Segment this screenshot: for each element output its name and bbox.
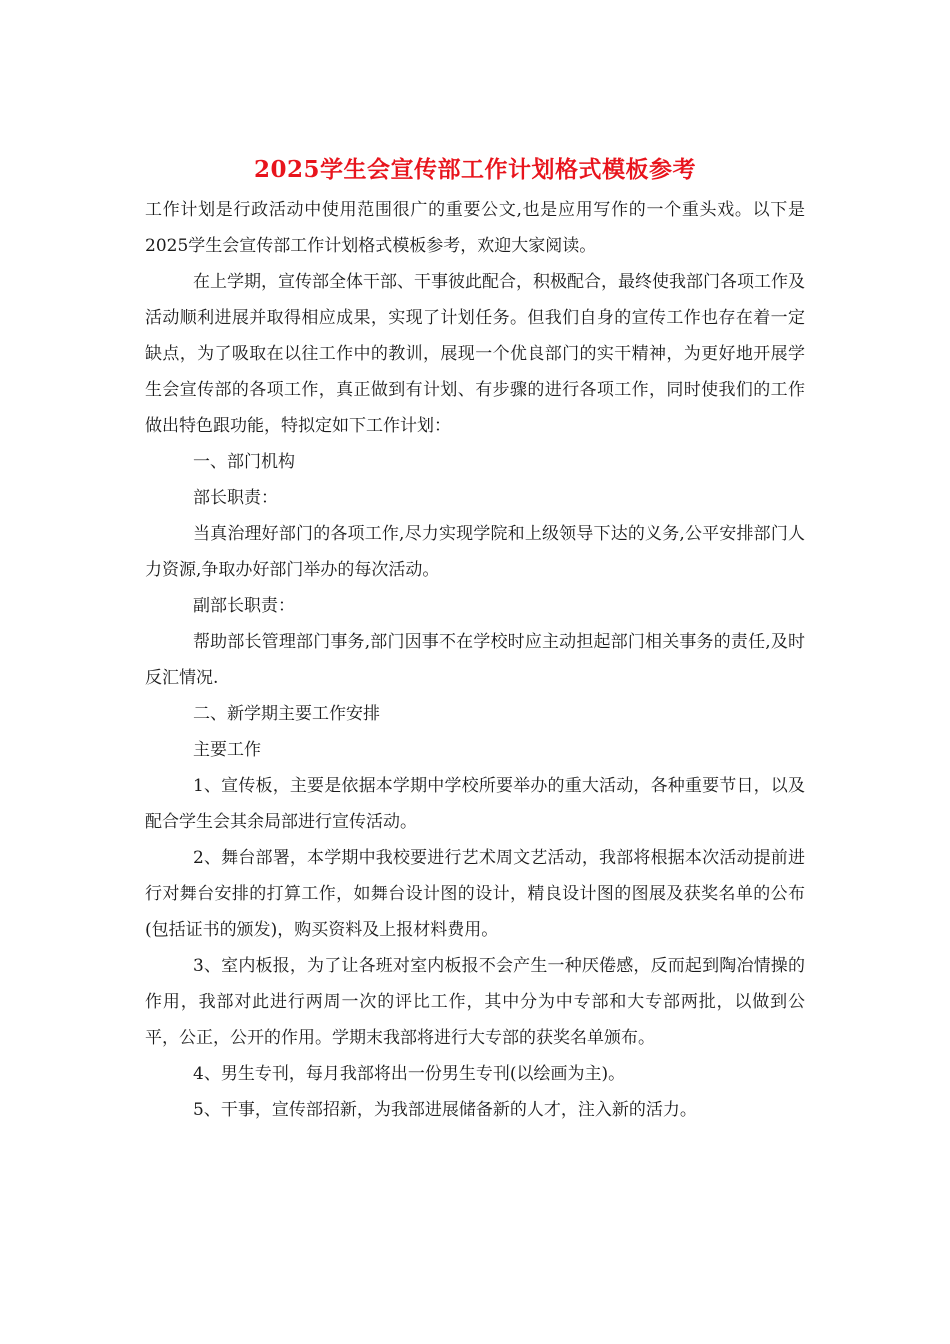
body-paragraph: 在上学期，宣传部全体干部、干事彼此配合，积极配合，最终使我部门各项工作及活动顺利进展并取得相应成果，实现了计划任务。但我们自身的宣传工作也存在着一定缺点，为了吸取在以往工作中的教训，展现一个优良部门的实干精神，为更好地开展学生会宣传部的各项工作，真正做到有计划、有步骤的进行各项工作，同时使我们的工作做出特色跟功能，特拟定如下工作计划： (145, 272, 805, 436)
document-title: 2025学生会宣传部工作计划格式模板参考 (253, 156, 696, 183)
list-item: 4、男生专刊，每月我部将出一份男生专刊(以绘画为主)。 (193, 1064, 626, 1084)
document-page (145, 150, 805, 1128)
subsection-label: 副部长职责： (193, 596, 295, 616)
list-item: 3、室内板报，为了让各班对室内板报不会产生一种厌倦感，反而起到陶冶情操的作用，我部对此进行两周一次的评比工作，其中分为中专部和大专部两批，以做到公平，公正，公开的作用。学期末我部将进行大专部的获奖名单颁布。 (145, 956, 805, 1048)
body-paragraph: 帮助部长管理部门事务,部门因事不在学校时应主动担起部门相关事务的责任,及时反汇情况. (145, 632, 805, 688)
subsection-label: 主要工作 (193, 740, 261, 760)
section-heading: 一、部门机构 (193, 452, 295, 472)
section-heading: 二、新学期主要工作安排 (193, 704, 380, 724)
list-item: 5、干事，宣传部招新，为我部进展储备新的人才，注入新的活力。 (193, 1100, 697, 1120)
intro-paragraph: 工作计划是行政活动中使用范围很广的重要公文,也是应用写作的一个重头戏。以下是2025学生会宣传部工作计划格式模板参考，欢迎大家阅读。 (145, 200, 805, 256)
list-item: 2、舞台部署，本学期中我校要进行艺术周文艺活动，我部将根据本次活动提前进行对舞台安排的打算工作，如舞台设计图的设计，精良设计图的图展及获奖名单的公布(包括证书的颁发)，购买资料及上报材料费用。 (145, 848, 805, 940)
subsection-label: 部长职责： (193, 488, 278, 508)
list-item: 1、宣传板，主要是依据本学期中学校所要举办的重大活动，各种重要节日，以及配合学生会其余局部进行宣传活动。 (145, 776, 805, 832)
body-paragraph: 当真治理好部门的各项工作,尽力实现学院和上级领导下达的义务,公平安排部门人力资源,争取办好部门举办的每次活动。 (145, 524, 805, 580)
